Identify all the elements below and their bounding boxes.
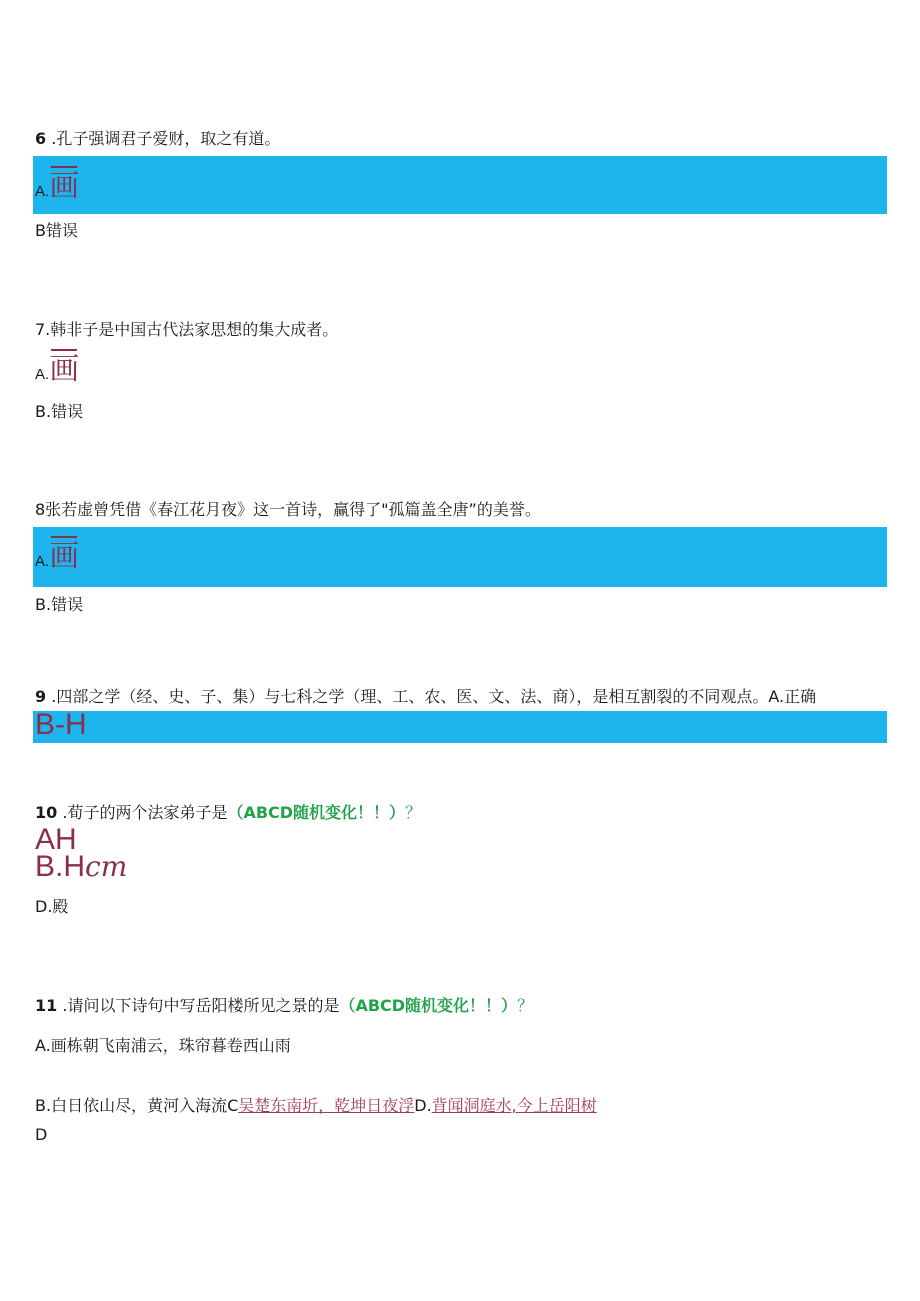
option-b-q10-suffix: cm — [85, 850, 128, 883]
option-a-q7-mark: 画 — [49, 352, 80, 387]
question-10-random-note: （ABCD随机变化！！） — [227, 803, 406, 822]
option-b-q9-mark: B-H — [35, 708, 87, 741]
question-11-tail: ？ — [517, 996, 534, 1015]
question-9-number: 9 — [35, 687, 47, 706]
option-a-q7 — [35, 354, 79, 386]
option-c-q11-link[interactable]: 吴楚东南圻，乾坤日夜浮 — [238, 1096, 415, 1115]
option-a-q10-mark: AH — [35, 823, 77, 856]
option-a-q6-mark: 画 — [49, 169, 80, 204]
question-11-text: .请问以下诗句中写岳阳楼所见之景的是 — [57, 996, 340, 1015]
option-a-q6 — [35, 171, 79, 203]
highlight-band-q8 — [33, 527, 887, 587]
option-b-q8: B.错误 — [35, 595, 84, 614]
option-b-q11-text: B.白日依山尽，黄河入海流C — [35, 1096, 239, 1115]
question-11 — [35, 996, 533, 1016]
option-d-q10: D.殿 — [35, 897, 69, 916]
option-a-q7-prefix: A. — [35, 366, 50, 383]
option-b-q7: B.错误 — [35, 402, 84, 421]
question-6-number: 6 — [35, 129, 47, 148]
option-d-q11-prefix: D. — [414, 1096, 432, 1115]
question-9 — [35, 687, 816, 707]
question-6-text: .孔子强调君子爱财，取之有道。 — [46, 129, 281, 148]
question-8: 8张若虚曾凭借《春江花月夜》这一首诗，赢得了"孤篇盖全唐”的美誉。 — [35, 500, 541, 519]
question-11-number: 11 — [35, 996, 58, 1015]
option-a-q11: A.画栋朝飞南浦云，珠帘暮卷西山雨 — [35, 1036, 291, 1055]
question-10 — [35, 803, 421, 823]
option-a-q6-prefix: A. — [35, 183, 50, 200]
option-d-q11-link[interactable]: 背闻洞庭水,今上岳阳树 — [431, 1096, 597, 1115]
option-a-q8 — [35, 541, 79, 573]
option-b-q10-mark: B.H — [35, 850, 86, 883]
option-d-q11-label: D — [35, 1125, 48, 1144]
highlight-band-q9 — [33, 708, 887, 743]
question-7: 7.韩非子是中国古代法家思想的集大成者。 — [35, 320, 339, 339]
question-10-tail: ？ — [405, 803, 422, 822]
question-6 — [35, 129, 280, 149]
question-11-random-note: （ABCD随机变化！！） — [339, 996, 518, 1015]
option-b-q10 — [35, 851, 127, 883]
option-a-q8-prefix: A. — [35, 553, 50, 570]
option-a-q8-mark: 画 — [49, 539, 80, 574]
question-10-text: .荀子的两个法家弟子是 — [57, 803, 228, 822]
options-bcd-q11 — [35, 1096, 597, 1116]
question-9-text: .四部之学（经、史、子、集）与七科之学（理、工、农、医、文、法、商），是相互割裂的不同观点。A.正确 — [46, 687, 817, 706]
option-b-q6: B错误 — [35, 221, 78, 240]
highlight-band-q6 — [33, 156, 887, 214]
question-10-number: 10 — [35, 803, 58, 822]
